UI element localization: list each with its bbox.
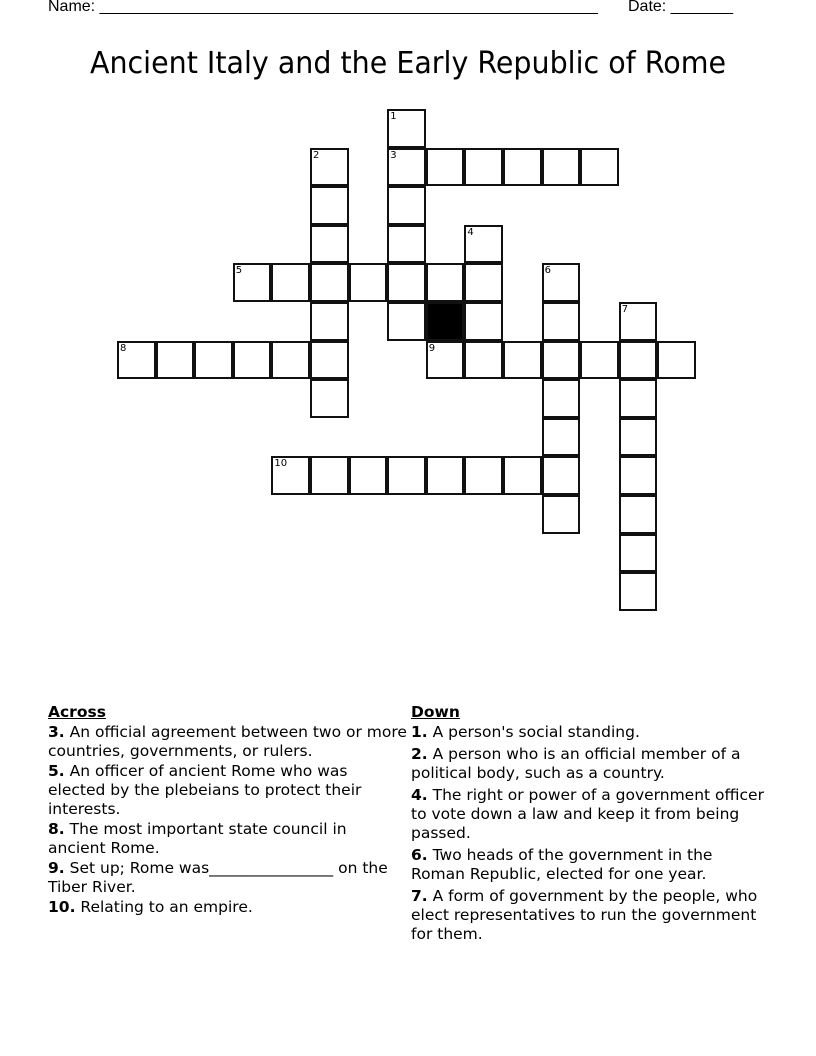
grid-cell[interactable] bbox=[580, 341, 619, 380]
grid-cell[interactable] bbox=[310, 263, 349, 302]
clue-number: 2. bbox=[411, 745, 428, 763]
page-title: Ancient Italy and the Early Republic of Rome bbox=[89, 46, 727, 81]
grid-cell[interactable] bbox=[310, 148, 349, 187]
clue-number-label: 10 bbox=[274, 458, 288, 470]
across-heading: Across bbox=[48, 703, 106, 721]
grid-cell[interactable] bbox=[156, 341, 195, 380]
clue-number-label: 3 bbox=[390, 149, 397, 161]
grid-cell[interactable] bbox=[426, 148, 465, 187]
clue-across-10 bbox=[48, 898, 408, 917]
clue-number-label: 6 bbox=[544, 265, 551, 277]
grid-cell[interactable] bbox=[233, 341, 272, 380]
grid-cell[interactable] bbox=[464, 225, 503, 264]
grid-cell[interactable] bbox=[619, 418, 658, 457]
grid-cell[interactable] bbox=[464, 263, 503, 302]
clue-across-5 bbox=[48, 762, 408, 819]
grid-cell[interactable] bbox=[387, 186, 426, 225]
grid-cell[interactable] bbox=[619, 379, 658, 418]
grid-cell[interactable] bbox=[542, 418, 581, 457]
clue-number-label: 4 bbox=[467, 226, 474, 238]
clue-text: Relating to an empire. bbox=[75, 898, 253, 916]
grid-cell[interactable] bbox=[310, 341, 349, 380]
grid-cell[interactable] bbox=[619, 495, 658, 534]
clue-down-7 bbox=[411, 887, 771, 944]
grid-cell[interactable] bbox=[503, 341, 542, 380]
clue-text: A person who is an official member of a political body, such as a country. bbox=[411, 745, 741, 782]
grid-cell[interactable] bbox=[619, 302, 658, 341]
clue-number: 10. bbox=[48, 898, 76, 916]
clue-number-label: 8 bbox=[120, 342, 127, 354]
clue-number: 4. bbox=[411, 786, 428, 804]
clue-number: 7. bbox=[411, 887, 428, 905]
grid-cell[interactable] bbox=[619, 456, 658, 495]
grid-cell[interactable] bbox=[387, 148, 426, 187]
clue-number: 1. bbox=[411, 723, 428, 741]
grid-cell[interactable] bbox=[387, 302, 426, 341]
grid-cell[interactable] bbox=[387, 225, 426, 264]
grid-cell[interactable] bbox=[503, 456, 542, 495]
clue-number: 3. bbox=[48, 723, 65, 741]
clue-number: 9. bbox=[48, 859, 65, 877]
grid-cell[interactable] bbox=[271, 263, 310, 302]
grid-cell[interactable] bbox=[542, 148, 581, 187]
clue-text: Set up; Rome was________________ on the Tiber River. bbox=[48, 859, 388, 896]
grid-cell[interactable] bbox=[310, 225, 349, 264]
grid-cell[interactable] bbox=[542, 341, 581, 380]
grid-cell[interactable] bbox=[619, 341, 658, 380]
clue-across-9 bbox=[48, 859, 408, 897]
name-field-label: Name: ________________________________________________________ bbox=[48, 0, 598, 15]
grid-cell[interactable] bbox=[542, 263, 581, 302]
grid-cell[interactable] bbox=[619, 572, 658, 611]
clue-text: Two heads of the government in the Roman Republic, elected for one year. bbox=[411, 846, 713, 883]
grid-cell[interactable] bbox=[117, 341, 156, 380]
grid-cell[interactable] bbox=[310, 379, 349, 418]
grid-cell[interactable] bbox=[387, 263, 426, 302]
grid-cell[interactable] bbox=[580, 148, 619, 187]
clue-down-2 bbox=[411, 745, 771, 783]
across-clues bbox=[48, 703, 408, 918]
grid-cell[interactable] bbox=[387, 109, 426, 148]
clue-text: An officer of ancient Rome who was elected by the plebeians to protect their interests. bbox=[48, 762, 362, 818]
grid-cell[interactable] bbox=[271, 341, 310, 380]
clue-across-8 bbox=[48, 820, 408, 858]
grid-cell[interactable] bbox=[503, 148, 542, 187]
grid-cell[interactable] bbox=[464, 148, 503, 187]
clue-down-6 bbox=[411, 846, 771, 884]
grid-cell[interactable] bbox=[542, 456, 581, 495]
grid-cell[interactable] bbox=[542, 495, 581, 534]
clue-number-label: 1 bbox=[390, 111, 397, 122]
grid-cell[interactable] bbox=[310, 186, 349, 225]
clue-text: A form of government by the people, who elect representatives to run the government for them. bbox=[411, 887, 758, 943]
grid-cell[interactable] bbox=[657, 341, 696, 380]
clue-number: 8. bbox=[48, 820, 65, 838]
grid-cell[interactable] bbox=[349, 263, 388, 302]
grid-cell[interactable] bbox=[194, 341, 233, 380]
grid-cell[interactable] bbox=[464, 456, 503, 495]
grid-cell[interactable] bbox=[619, 534, 658, 573]
down-heading: Down bbox=[411, 703, 460, 721]
clue-number: 6. bbox=[411, 846, 428, 864]
clue-text: The most important state council in ancient Rome. bbox=[48, 820, 347, 857]
clue-across-3 bbox=[48, 723, 408, 761]
clue-text: An official agreement between two or more countries, governments, or rulers. bbox=[48, 723, 407, 760]
grid-cell[interactable] bbox=[426, 263, 465, 302]
clue-number: 5. bbox=[48, 762, 65, 780]
grid-cell[interactable] bbox=[464, 302, 503, 341]
clue-down-1 bbox=[411, 723, 771, 742]
grid-cell[interactable] bbox=[233, 263, 272, 302]
black-cell bbox=[426, 302, 465, 341]
grid-cell[interactable] bbox=[310, 302, 349, 341]
grid-cell[interactable] bbox=[542, 302, 581, 341]
clue-number-label: 9 bbox=[428, 342, 436, 354]
down-clues bbox=[411, 703, 771, 947]
clue-number-label: 5 bbox=[235, 265, 243, 277]
clue-number-label: 2 bbox=[313, 149, 320, 161]
grid-cell[interactable] bbox=[271, 456, 310, 495]
clue-text: The right or power of a government officer to vote down a law and keep it from being passed. bbox=[411, 786, 764, 842]
clue-number-label: 7 bbox=[621, 304, 629, 315]
clue-down-4 bbox=[411, 786, 771, 843]
grid-cell[interactable] bbox=[426, 341, 465, 380]
clue-text: A person's social standing. bbox=[427, 723, 640, 741]
grid-cell[interactable] bbox=[426, 456, 465, 495]
grid-cell[interactable] bbox=[349, 456, 388, 495]
date-field-label: Date: _______ bbox=[628, 0, 733, 15]
grid-cell[interactable] bbox=[310, 456, 349, 495]
grid-cell[interactable] bbox=[464, 341, 503, 380]
grid-cell[interactable] bbox=[542, 379, 581, 418]
grid-cell[interactable] bbox=[387, 456, 426, 495]
